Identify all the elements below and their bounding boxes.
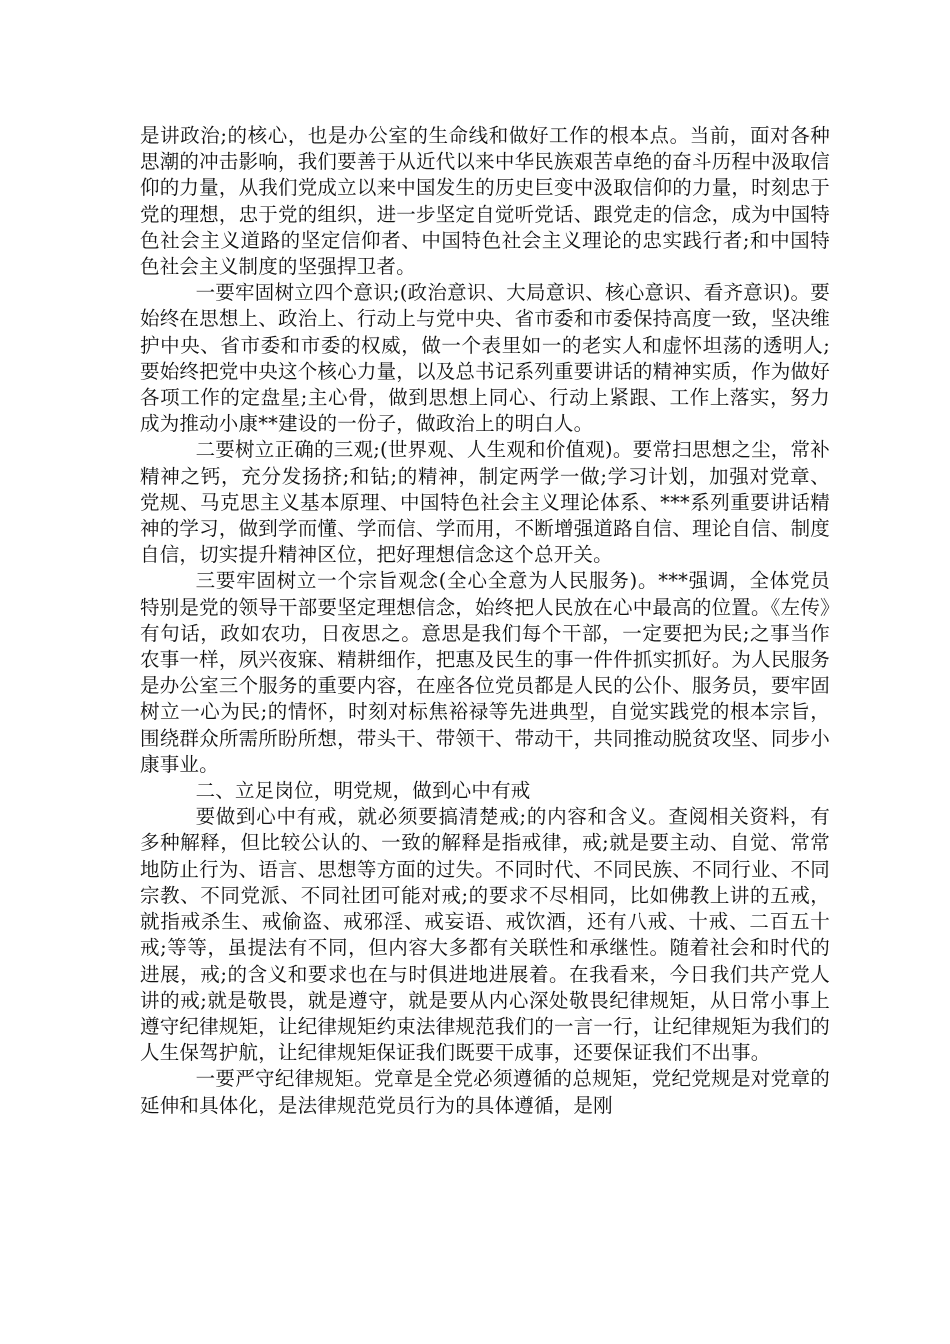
document-body [140,123,830,1119]
paragraph-three-views: 二要树立正确的三观;(世界观、人生观和价值观)。要常扫思想之尘，常补精神之钙，充分发扬挤;和钻;的精神，制定两学一做;学习计划，加强对党章、党规、马克思主义基本原理、中国特色社会主义理论体系、***系列重要讲话精神的学习，做到学而懂、学而信、学而用，不断增强道路自信、理论自信、制度自信，切实提升精神区位，把好理想信念这个总开关。 [140,438,830,567]
paragraph-four-consciousness: 一要牢固树立四个意识;(政治意识、大局意识、核心意识、看齐意识)。要始终在思想上、政治上、行动上与党中央、省市委和市委保持高度一致，坚决维护中央、省市委和市委的权威，做一个表里如一的老实人和虚怀坦荡的透明人;要始终把党中央这个核心力量，以及总书记系列重要讲话的精神实质，作为做好各项工作的定盘星;主心骨，做到思想上同心、行动上紧跟、工作上落实，努力成为推动小康**建设的一份子，做政治上的明白人。 [140,281,830,436]
paragraph-purpose-concept: 三要牢固树立一个宗旨观念(全心全意为人民服务)。***强调，全体党员特别是党的领导干部要坚定理想信念，始终把人民放在心中最高的位置。《左传》有句话，政如农功，日夜思之。意思是我们每个干部，一定要把为民;之事当作农事一样，夙兴夜寐、精耕细作，把惠及民生的事一件件抓实抓好。为人民服务是办公室三个服务的重要内容，在座各位党员都是人民的公仆、服务员，要牢固树立一心为民;的情怀，时刻对标焦裕禄等先进典型，自觉实践党的根本宗旨，围绕群众所需所盼所想，带头干、带领干、带动干，共同推动脱贫攻坚、同步小康事业。 [140,569,830,776]
section-heading: 二、立足岗位，明党规，做到心中有戒 [195,779,531,803]
paragraph-precepts: 要做到心中有戒，就必须要搞清楚戒;的内容和含义。查阅相关资料，有多种解释，但比较公认的、一致的解释是指戒律，戒;就是要主动、自觉、常常地防止行为、语言、思想等方面的过失。不同时代、不同民族、不同行业、不同宗教、不同党派、不同社团可能对戒;的要求不尽相同，比如佛教上讲的五戒，就指戒杀生、戒偷盗、戒邪淫、戒妄语、戒饮酒，还有八戒、十戒、二百五十戒;等等，虽提法有不同，但内容大多都有关联性和承继性。随着社会和时代的进展，戒;的含义和要求也在与时俱进地进展着。在我看来，今日我们共产党人讲的戒;就是敬畏，就是遵守，就是要从内心深处敬畏纪律规矩，从日常小事上遵守纪律规矩，让纪律规矩约束法律规范我们的一言一行，让纪律规矩为我们的人生保驾护航，让纪律规矩保证我们既要干成事，还要保证我们不出事。 [140,805,830,1065]
paragraph-continuation: 是讲政治;的核心，也是办公室的生命线和做好工作的根本点。当前，面对各种思潮的冲击影响，我们要善于从近代以来中华民族艰苦卓绝的奋斗历程中汲取信仰的力量，从我们党成立以来中国发生的历史巨变中汲取信仰的力量，时刻忠于党的理想，忠于党的组织，进一步坚定自觉听党话、跟党走的信念，成为中国特色社会主义道路的坚定信仰者、中国特色社会主义理论的忠实践行者;和中国特色社会主义制度的坚强捍卫者。 [140,124,830,279]
paragraph-discipline: 一要严守纪律规矩。党章是全党必须遵循的总规矩，党纪党规是对党章的延伸和具体化，是法律规范党员行为的具体遵循，是刚 [140,1067,830,1117]
